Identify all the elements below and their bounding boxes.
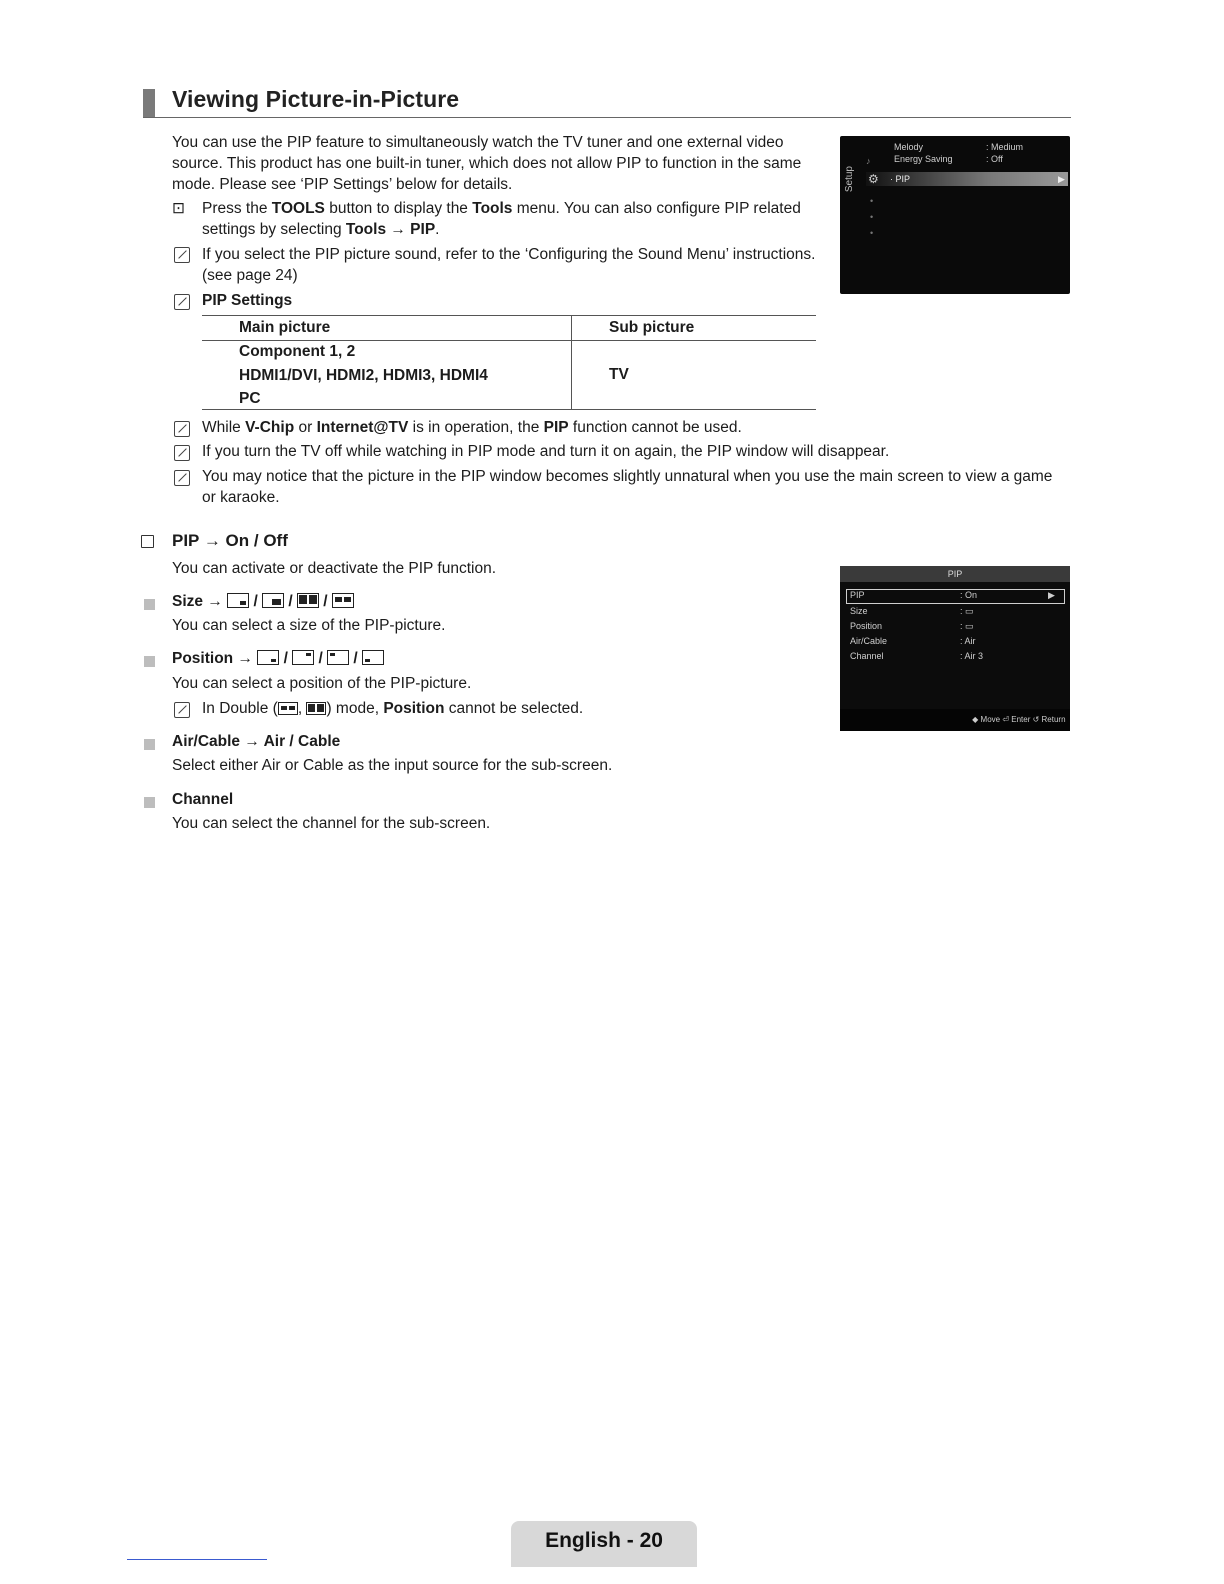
note-icon [174,702,190,718]
osd1-selected-item: · PIP [890,174,911,184]
menu-icon: • [870,196,874,206]
table-row: HDMI1/DVI, HDMI2, HDMI3, HDMI4 [239,366,488,384]
position-bottom-left-icon [362,650,384,665]
sound-note: If you select the PIP picture sound, refer to the ‘Configuring the Sound Menu’ instructions. (see page 24) [202,246,816,284]
table-header-sub: Sub picture [609,319,695,336]
title-marker [143,89,155,117]
position-top-left-icon [327,650,349,665]
music-icon: ♪ [866,156,871,166]
power-off-note: If you turn the TV off while watching in PIP mode and turn it on again, the PIP window will disappear. [202,443,890,460]
osd2-selection-box [846,589,1065,604]
table-column-divider [571,315,572,409]
note-icon [174,445,190,461]
position-row: Position → / / / [172,648,384,669]
setup-side-label: Setup [844,166,855,193]
double-mode-note: In Double ( , ) mode, Position cannot be selected. [202,700,584,717]
channel-label: Channel [172,791,234,808]
note-icon [174,470,190,486]
osd2-row-value: : On [960,590,978,600]
note-icon [174,294,190,310]
page-number-badge [511,1521,697,1567]
pip-menu-screenshot [840,566,1070,731]
page-number: English - 20 [545,1529,663,1552]
size-small-icon [227,593,249,608]
table-header-main: Main picture [239,319,331,336]
osd2-row-value: : Air [960,636,976,646]
pip-settings-label: PIP Settings [202,292,293,309]
page-title: Viewing Picture-in-Picture [172,86,460,112]
osd2-footer: ◆ Move ⏎ Enter ↺ Return [840,709,1070,731]
bullet-icon [144,739,155,750]
size-double-wide-icon [297,593,319,608]
channel-description: You can select the channel for the sub-screen. [172,815,491,832]
setup-menu-screenshot [840,136,1070,294]
pip-description: You can activate or deactivate the PIP function. [172,560,496,577]
tools-note: Press the TOOLS button to display the Tools menu. You can also configure PIP related settings by selecting Tools → PIP. [202,200,801,238]
menu-icon: • [870,212,874,222]
osd1-row-label: Melody [894,142,924,152]
bullet-icon [144,797,155,808]
table-row: PC [239,390,261,407]
table-sub-cell: TV [609,366,629,383]
osd1-row-value: : Off [986,154,1003,164]
aircable-description: Select either Air or Cable as the input source for the sub-screen. [172,757,613,774]
bullet-icon [144,656,155,667]
osd2-row-label: Size [850,606,868,616]
pip-heading: PIP → On / Off [172,531,288,550]
position-bottom-right-icon [257,650,279,665]
aircable-label: Air/Cable → Air / Cable [172,733,341,750]
bullet-icon [144,599,155,610]
osd2-row-value: : ▭ [960,621,974,631]
footer-rule [127,1559,267,1560]
title-divider [143,117,1071,118]
size-double-icon [332,593,354,608]
osd2-row-value: : Air 3 [960,651,984,661]
menu-icon: • [870,228,874,238]
size-large-icon [262,593,284,608]
table-row: Component 1, 2 [239,343,356,360]
size-description: You can select a size of the PIP-picture. [172,617,446,634]
double-icon [278,702,298,715]
osd1-row-value: : Medium [986,142,1024,152]
double-wide-icon [306,702,326,715]
osd2-row-label: Position [850,621,883,631]
gear-icon: ⚙ [868,172,879,186]
game-note: You may notice that the picture in the PIP window becomes slightly unnatural when you use the main screen to view a game or karaoke. [202,468,1053,506]
osd2-row-value: : ▭ [960,606,974,616]
tools-icon: ⊡ [172,200,185,217]
table-top-rule [202,315,816,316]
arrow-right-icon: ▶ [1048,590,1055,600]
vchip-note: While V-Chip or Internet@TV is in operation, the PIP function cannot be used. [202,419,742,436]
osd2-header: PIP [840,566,1070,582]
table-main-cell [239,340,488,411]
position-description: You can select a position of the PIP-picture. [172,675,472,692]
intro-paragraph: You can use the PIP feature to simultaneously watch the TV tuner and one external video source. This product has one built-in tuner, which does not allow PIP to function in the same mode. Please see ‘PIP Settings’ below for details. [172,134,802,193]
note-icon [174,247,190,263]
size-row: Size → / / / [172,591,354,612]
osd2-row-label: Channel [850,651,884,661]
position-top-right-icon [292,650,314,665]
arrow-right-icon: ▶ [1058,174,1065,184]
osd1-row-label: Energy Saving [894,154,953,164]
checkbox-icon [141,535,154,548]
osd2-row-label: PIP [850,590,865,600]
note-icon [174,421,190,437]
osd2-row-label: Air/Cable [850,636,888,646]
